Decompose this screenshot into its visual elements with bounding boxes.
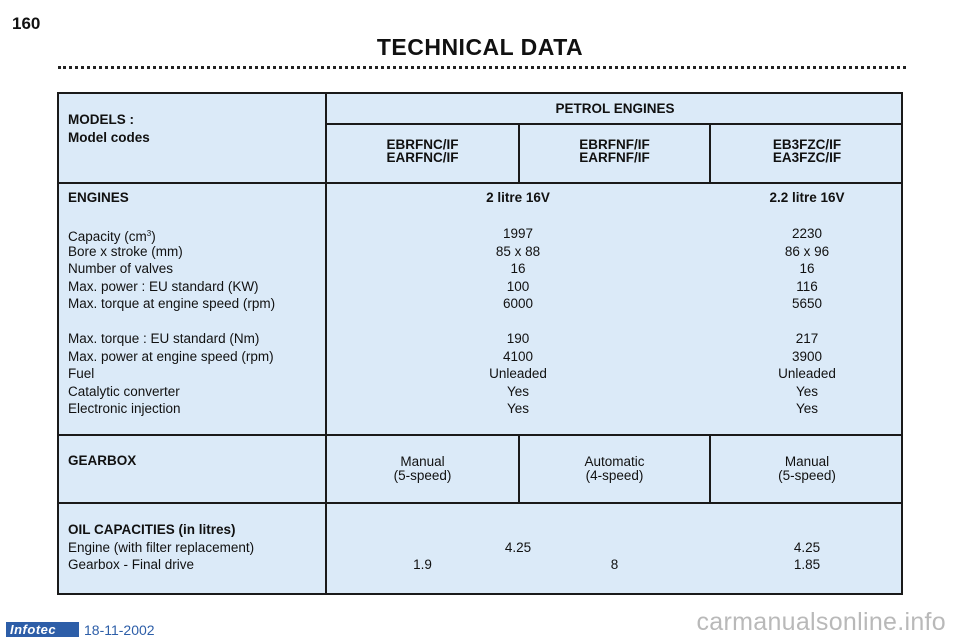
spec-label-power-speed: Max. power at engine speed (rpm) [68,349,274,364]
model-code-col-2: EBRFNF/IF EARFNF/IF [579,137,650,165]
engines-label: ENGINES [68,190,129,205]
watermark: carmanualsonline.info [696,608,946,636]
spec-label-injection: Electronic injection [68,401,181,416]
oil-engine-label: Engine (with filter replacement) [68,540,255,555]
divider-gearbox-bottom [59,502,903,504]
infotec-logo: Infotec [6,622,79,637]
spec-value: 1997 [502,226,534,241]
spec-label-max-power: Max. power : EU standard (KW) [68,279,259,294]
spec-value: Yes [795,401,819,416]
spec-value: 86 x 96 [784,244,830,259]
spec-label-valves: Number of valves [68,261,174,276]
divider-header-top [325,123,903,125]
gearbox-col-2: Automatic (4-speed) [584,454,645,483]
oil-gearbox-value: 1.9 [413,557,432,572]
spec-value: 5650 [791,296,823,311]
oil-gearbox-value: 8 [610,557,619,572]
spec-value: Unleaded [778,366,836,381]
model-code-col-3: EB3FZC/IF EA3FZC/IF [772,137,842,165]
spec-value: 16 [510,261,526,276]
spec-value: Yes [506,401,530,416]
page-title: TECHNICAL DATA [376,34,584,60]
spec-label-fuel: Fuel [68,366,95,381]
page-number: 160 [12,14,41,33]
spec-label-max-torque: Max. torque : EU standard (Nm) [68,331,260,346]
gearbox-col-3: Manual (5-speed) [778,454,836,483]
title-dotted-rule [58,66,906,69]
spec-value: 190 [506,331,530,346]
spec-value: 116 [796,279,818,294]
engine-2-2-litre-title: 2.2 litre 16V [769,190,845,205]
spec-label-torque-speed: Max. torque at engine speed (rpm) [68,296,276,311]
technical-data-table [57,92,903,595]
spec-value: 6000 [502,296,534,311]
oil-engine-value: 4.25 [793,540,821,555]
model-code-col-1: EBRFNC/IF EARFNC/IF [386,137,459,165]
spec-value: 4100 [502,349,534,364]
oil-engine-value: 4.25 [504,540,532,555]
engine-2-litre-title: 2 litre 16V [486,190,550,205]
spec-value: Yes [506,384,530,399]
divider-header-bottom [59,182,903,184]
spec-label-capacity: Capacity $(cm^3)$ [68,229,156,244]
spec-value: 100 [506,279,530,294]
spec-value: 16 [799,261,815,276]
spec-value: 2230 [791,226,823,241]
oil-capacities-label: OIL CAPACITIES (in litres) [68,522,236,537]
spec-value: 3900 [791,349,823,364]
gearbox-label: GEARBOX [68,453,137,468]
oil-gearbox-value: 1.85 [793,557,821,572]
spec-label-bore-stroke: Bore x stroke (mm) [68,244,183,259]
gearbox-col-1: Manual (5-speed) [393,454,452,483]
model-codes-label: Model codes [68,130,150,145]
oil-gearbox-label: Gearbox - Final drive [68,557,195,572]
spec-value: 217 [795,331,819,346]
spec-value: Yes [795,384,819,399]
divider-engines-bottom [59,434,903,436]
footer-date: 18-11-2002 [84,622,155,638]
petrol-engines-header: PETROL ENGINES [555,101,675,116]
spec-value: Unleaded [489,366,547,381]
models-label: MODELS : [68,112,134,127]
spec-label-catalytic: Catalytic converter [68,384,180,399]
spec-value: 85 x 88 [495,244,541,259]
